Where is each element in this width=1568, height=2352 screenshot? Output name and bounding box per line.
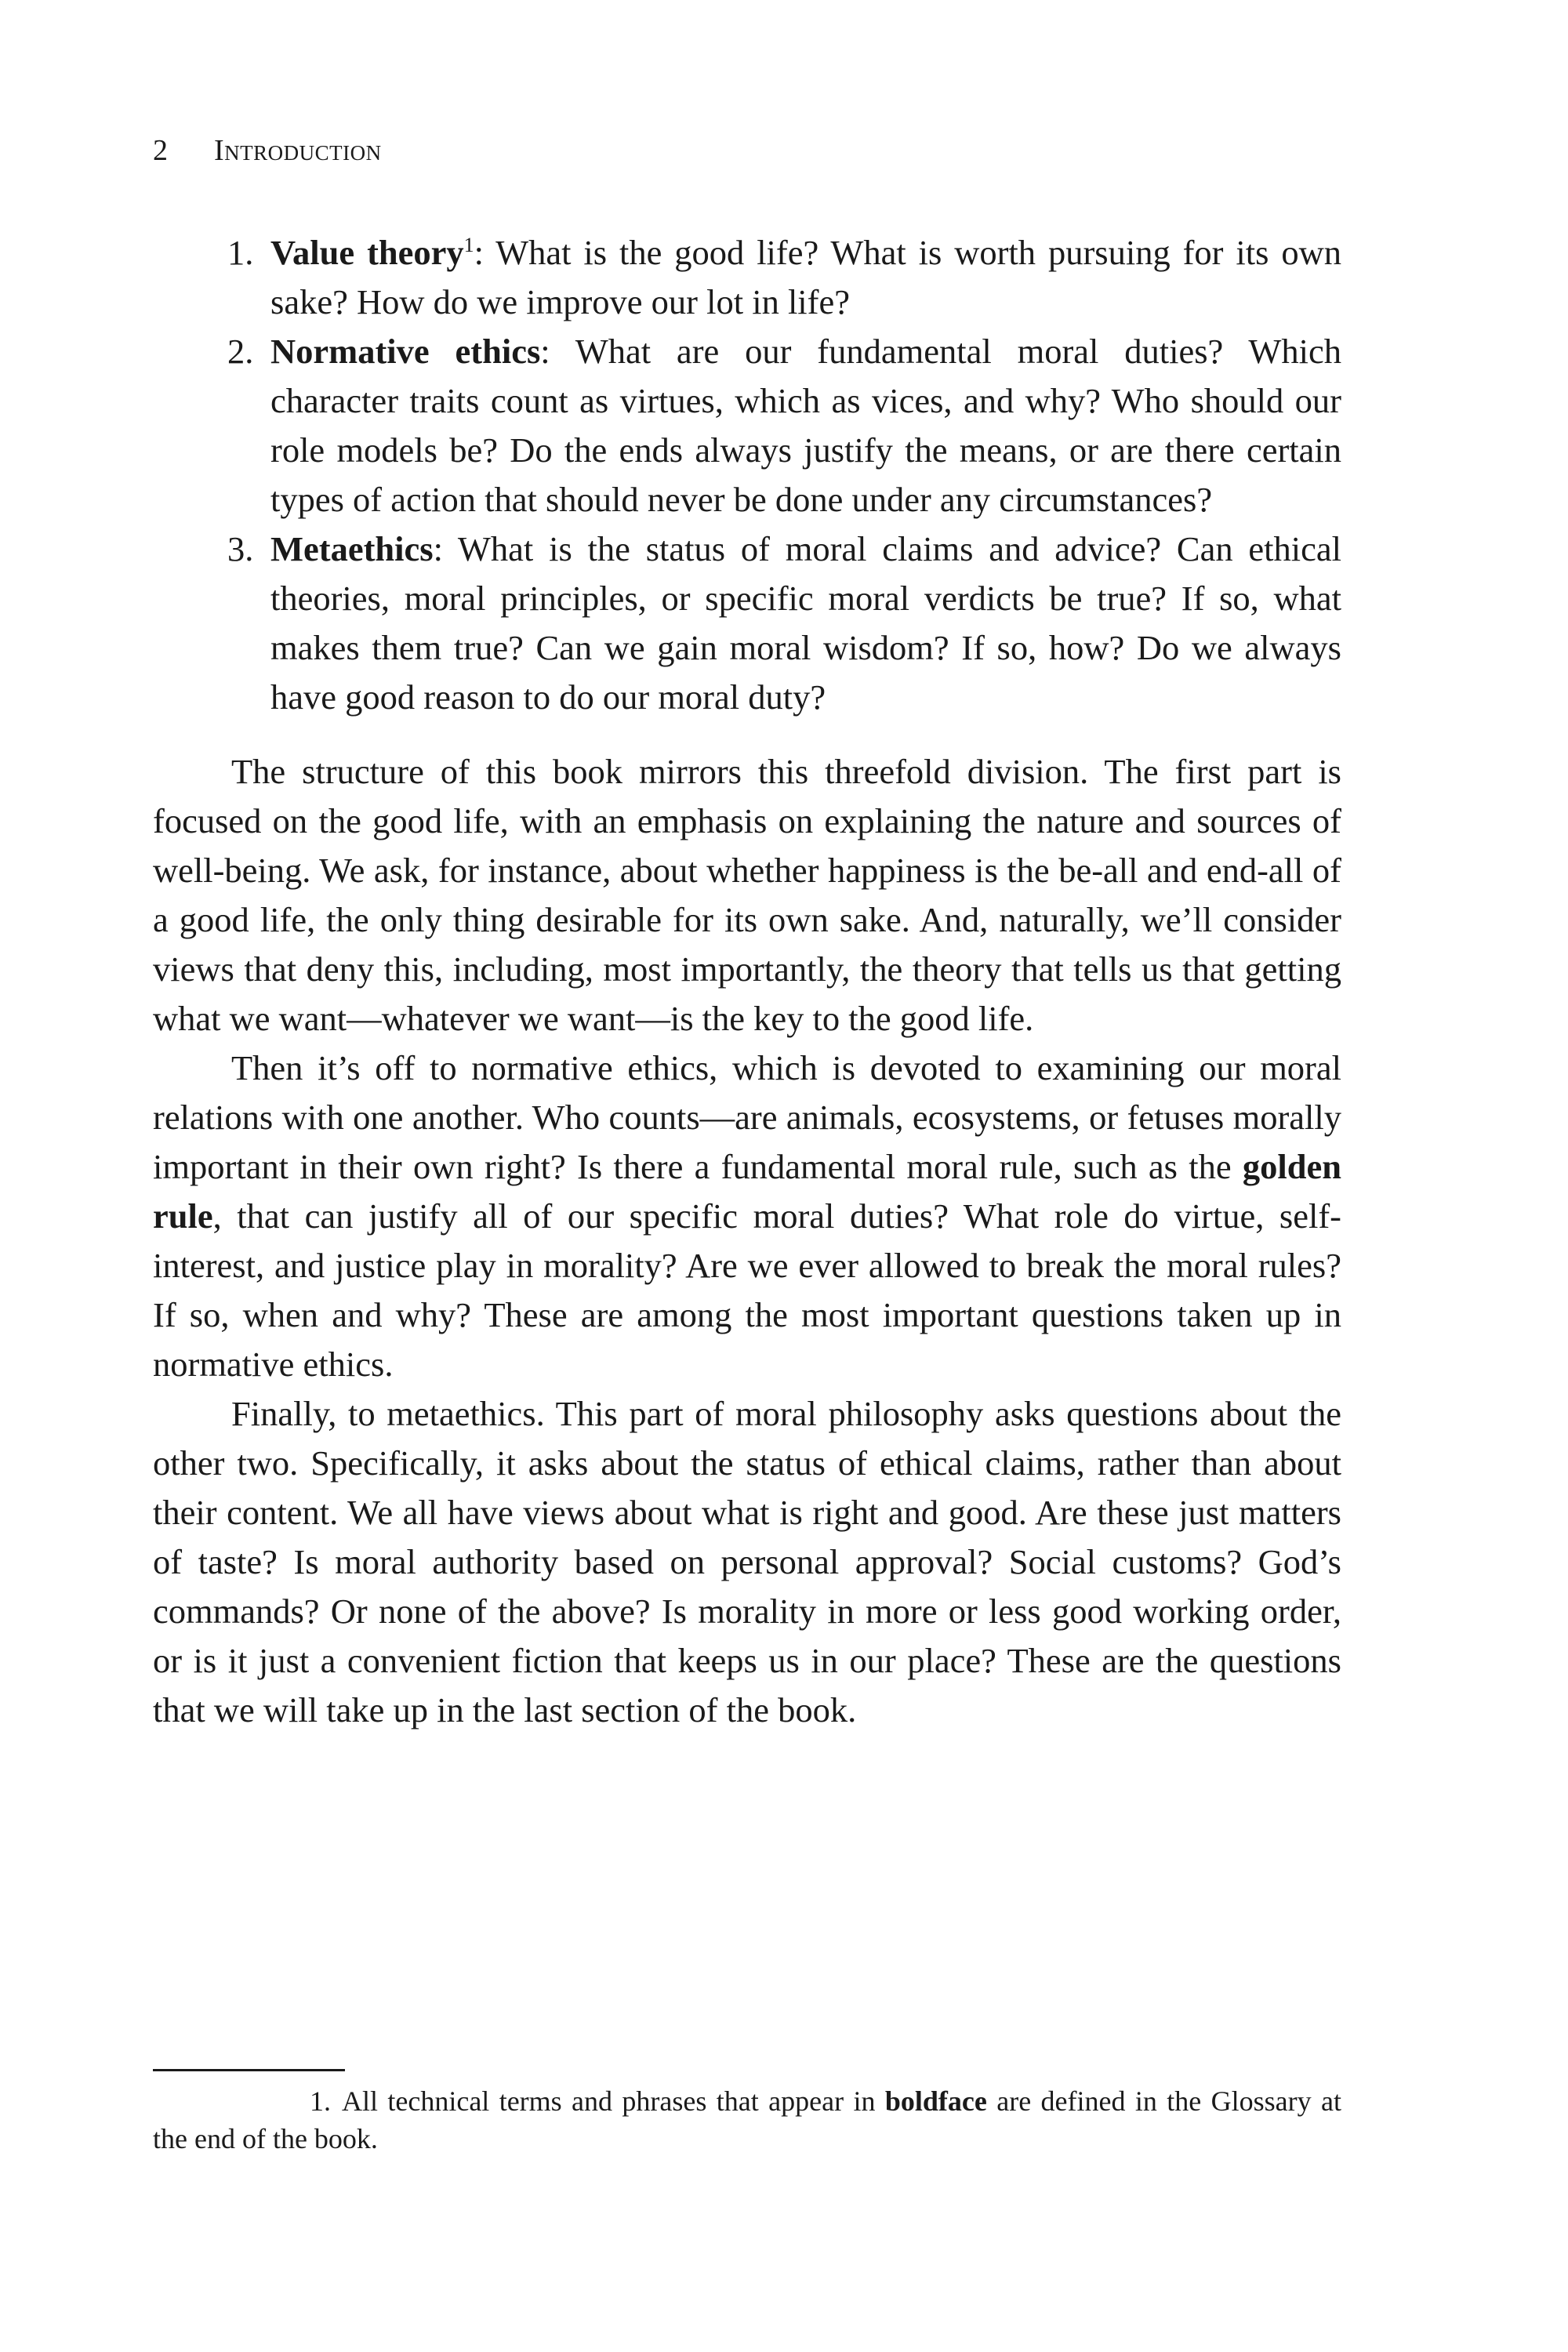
paragraph-structure: The structure of this book mirrors this threefold division. The first part is focused on the good life, with an emphasis on explaining the nature and sources of well-being. We ask, for instance, about whether happiness is the be-all and end-all of a good life, the only thing desirable for its own sake. And, naturally, we’ll consider views that deny this, including, most importantly, the theory that tells us that getting what we want—whatever we want—is the key to the good life. bbox=[153, 752, 1341, 1038]
footnote-divider bbox=[153, 2069, 345, 2071]
footnote-text: All technical terms and phrases that appear in bbox=[342, 2085, 885, 2117]
list-number: 1. bbox=[227, 233, 254, 272]
separator: : bbox=[540, 332, 550, 371]
list-item-value-theory bbox=[153, 228, 1341, 327]
list-item-text: What is the status of moral claims and advice? Can ethical theories, moral principles, or specific moral verdicts be true? If so, what makes them true? Can we gain moral wisdom? If so, how? Do we always have good reason to do our moral duty? bbox=[270, 529, 1341, 717]
paragraph-text: Then it’s off to normative ethics, which is devoted to examining our moral relations with one another. Who counts—are animals, ecosystems, or fetuses morally important in their own right? Is there a fundamental moral rule, such as the bbox=[153, 1048, 1341, 1186]
separator: : bbox=[433, 529, 443, 568]
term-value-theory: Value theory bbox=[270, 233, 464, 272]
term-golden-rule: golden rule bbox=[153, 1147, 1341, 1236]
paragraph-normative-ethics bbox=[153, 1044, 1341, 1389]
footnote-reference[interactable]: 1 bbox=[463, 234, 474, 256]
questions-list bbox=[153, 228, 1341, 722]
running-head bbox=[153, 133, 382, 168]
page-number: 2 bbox=[153, 134, 168, 167]
list-number: 2. bbox=[227, 332, 254, 371]
footnotes bbox=[153, 2082, 1341, 2158]
paragraph-metaethics: Finally, to metaethics. This part of moral philosophy asks questions about the other two. Specifically, it asks about the status of ethical claims, rather than about their content. We all have views about what is right and good. Are these just matters of taste? Is moral authority based on personal approval? Social customs? God’s commands? Or none of the above? Is morality in more or less good working order, or is it just a convenient fiction that keeps us in our place? These are the questions that we will take up in the last section of the book. bbox=[153, 1394, 1341, 1730]
section-title: Introduction bbox=[214, 134, 382, 167]
list-item-metaethics bbox=[153, 524, 1341, 722]
footnote-text: are defined in the Glossary at the end of the book. bbox=[153, 2085, 1341, 2154]
term-metaethics: Metaethics bbox=[270, 529, 434, 568]
list-item-normative-ethics bbox=[153, 327, 1341, 524]
paragraph-text: , that can justify all of our specific moral duties? What role do virtue, self-interest, and justice play in morality? Are we ever allowed to break the moral rules? If so, when and why? These are among the most important questions taken up in normative ethics. bbox=[153, 1196, 1341, 1384]
footnote-number: 1. bbox=[310, 2085, 331, 2117]
footnote-1 bbox=[153, 2082, 1341, 2158]
body-text bbox=[153, 747, 1341, 1735]
term-boldface: boldface bbox=[884, 2085, 987, 2117]
list-item-text: What are our fundamental moral duties? Which character traits count as virtues, which as vices, and why? Who should our role models be? Do the ends always justify the means, or are there certain types of action that should never be done under any circumstances? bbox=[270, 332, 1341, 519]
separator: : bbox=[474, 233, 485, 272]
main-content bbox=[153, 228, 1341, 1735]
list-item-text: What is the good life? What is worth pursuing for its own sake? How do we improve our lot in life? bbox=[270, 233, 1341, 321]
list-number: 3. bbox=[227, 529, 254, 568]
term-normative-ethics: Normative ethics bbox=[270, 332, 541, 371]
